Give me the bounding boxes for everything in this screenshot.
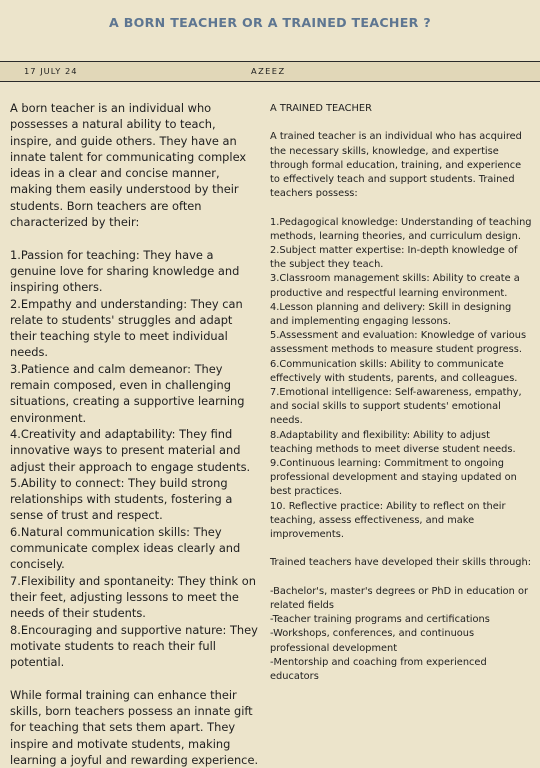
trained-skill-item: 7.Emotional intelligence: Self-awareness, empathy, and social skills to support students' emotional needs. (270, 387, 522, 427)
born-trait-item: 3.Patience and calm demeanor: They remain composed, even in challenging situations, creating a supportive learning environment. (10, 361, 245, 425)
trained-skill-item: 4.Lesson planning and delivery: Skill in designing and implementing engaging lessons. (270, 301, 512, 328)
trained-through-intro: Trained teachers have developed their skills through: (270, 557, 532, 569)
training-path-item: -Teacher training programs and certifications (270, 614, 490, 626)
page-title: A BORN TEACHER OR A TRAINED TEACHER ? (109, 15, 431, 30)
spacer (270, 201, 532, 215)
publish-date: 17 JULY 24 (24, 66, 78, 76)
trained-skill-item: 1.Pedagogical knowledge: Understanding of teaching methods, learning theories, and curriculum design. (270, 216, 532, 242)
trained-skill-item: 6.Communication skills: Ability to communicate effectively with students, parents, and colleagues. (270, 358, 518, 384)
left-column (10, 100, 260, 768)
born-teacher-conclusion: While formal training can enhance their skills, born teachers possess an innate gift for teaching that sets them apart. They inspire and motivate students, making learning a joyful and rewarding experience. (10, 687, 259, 767)
born-trait-item: 4.Creativity and adaptability: They find innovative ways to present material and adjust their approach to engage students. (10, 426, 251, 474)
meta-bar (0, 61, 540, 82)
trained-skill-item: 9.Continuous learning: Commitment to ongoing professional development and staying updated on best practices. (270, 458, 517, 498)
training-path-item: -Workshops, conferences, and continuous professional development (270, 628, 475, 654)
trained-skill-item: 10. Reflective practice: Ability to reflect on their teaching, assess effectiveness, and make improvements. (270, 500, 506, 541)
born-trait-item: 5.Ability to connect: They build strong relationships with students, fostering a sense of trust and respect. (10, 475, 233, 523)
trained-skill-item: 5.Assessment and evaluation: Knowledge of various assessment methods to measure student progress. (270, 330, 527, 356)
spacer (270, 116, 532, 130)
born-trait-item: 6.Natural communication skills: They communicate complex ideas clearly and concisely. (10, 524, 241, 572)
spacer (10, 230, 260, 246)
born-trait-item: 7.Flexibility and spontaneity: They think on their feet, adjusting lessons to meet the needs of their students. (10, 573, 256, 621)
born-trait-item: 8.Encouraging and supportive nature: They motivate students to reach their full potential. (10, 622, 258, 670)
born-teacher-intro: A born teacher is an individual who possesses a natural ability to teach, inspire, and guide others. They have an innate talent for communicating complex ideas in a clear and concise manner, making them easily understood by their students. Born teachers are often characterized by their: (10, 101, 247, 230)
trained-teacher-heading: A TRAINED TEACHER (270, 103, 372, 114)
training-path-item: -Bachelor's, master's degrees or PhD in education or related fields (270, 585, 529, 612)
born-trait-item: 2.Empathy and understanding: They can relate to students' struggles and adapt their teaching style to meet individual needs. (10, 296, 243, 360)
trained-teacher-intro: A trained teacher is an individual who has acquired the necessary skills, knowledge, and expertise through formal education, training, and experience to effectively teach and support students. Trained teachers possess: (270, 131, 522, 200)
right-column (270, 102, 532, 684)
spacer (10, 670, 260, 686)
author-name: AZEEZ (251, 66, 286, 76)
trained-skill-item: 8.Adaptability and flexibility: Ability to adjust teaching methods to meet diverse student needs. (270, 429, 516, 455)
training-path-item: -Mentorship and coaching from experienced educators (270, 656, 487, 683)
spacer (270, 542, 532, 556)
spacer (270, 571, 532, 585)
trained-skill-item: 3.Classroom management skills: Ability to create a productive and respectful learning environment. (270, 273, 520, 299)
trained-skill-item: 2.Subject matter expertise: In-depth knowledge of the subject they teach. (270, 245, 518, 271)
born-trait-item: 1.Passion for teaching: They have a genuine love for sharing knowledge and inspiring others. (10, 247, 240, 295)
